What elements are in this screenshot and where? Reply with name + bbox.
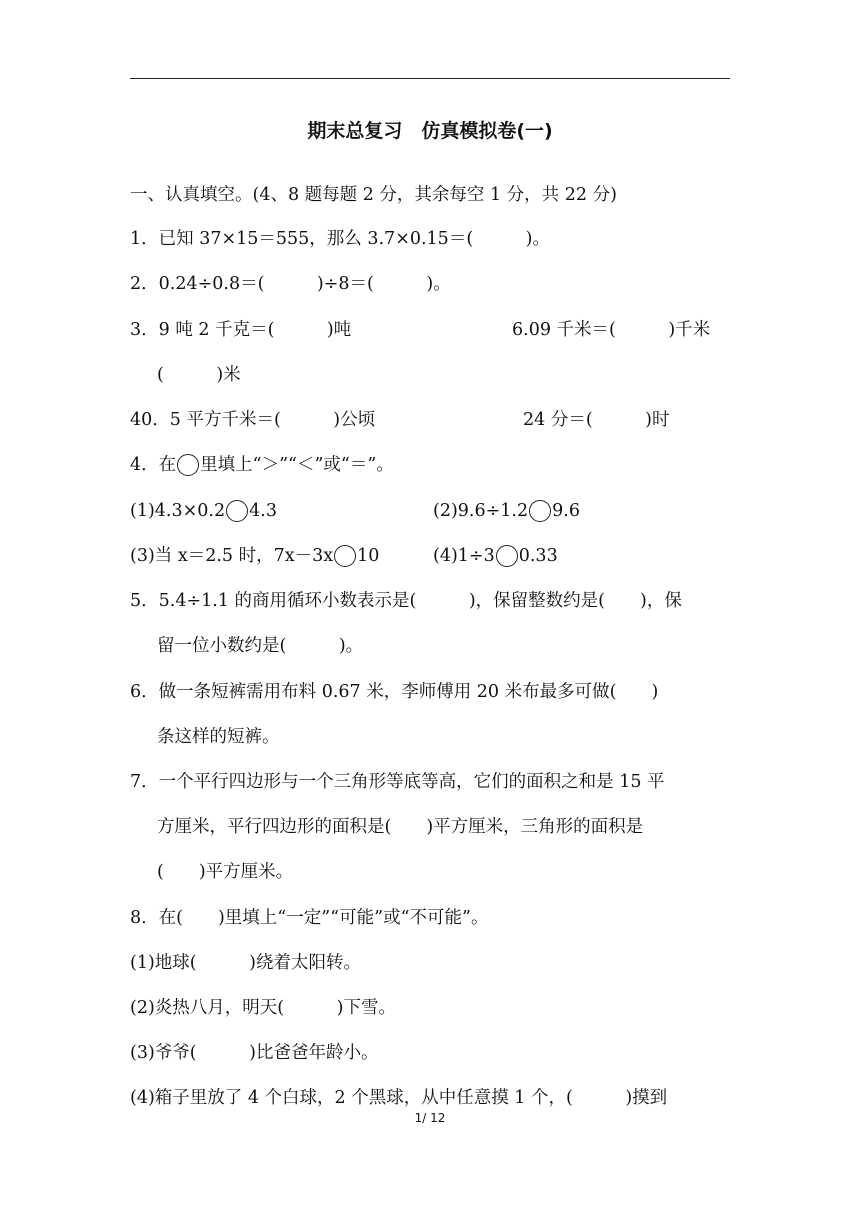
- question-8-item-1: (1)地球( )绕着太阳转。: [130, 953, 361, 973]
- question-4-instruction: 里填上“＞”“＜”或“＝”。: [200, 455, 394, 475]
- question-6-line-1: 6．做一条短裤需用布料 0.67 米，李师傅用 20 米布最多可做( ): [130, 682, 659, 702]
- item-3-left: (3)当 x＝2.5 时，7x－3x: [130, 546, 334, 566]
- item-4-right: 0.33: [518, 546, 558, 566]
- question-2: 2．0.24÷0.8＝( )÷8＝( )。: [130, 274, 451, 294]
- item-1-right: 4.3: [249, 501, 277, 521]
- item-2-right: 9.6: [552, 501, 580, 521]
- section-heading: 一、认真填空。(4、8 题每题 2 分，其余每空 1 分，共 22 分): [130, 185, 617, 205]
- header-rule: [130, 78, 730, 79]
- question-4-prefix: 4．在: [130, 455, 177, 475]
- circle-blank-icon: [226, 500, 248, 522]
- circle-blank-icon: [496, 545, 518, 567]
- page-title: 期末总复习 仿真模拟卷(一): [307, 120, 553, 142]
- circle-blank-icon: [334, 545, 356, 567]
- page-number: 1/ 12: [414, 1111, 446, 1125]
- circle-blank-icon: [177, 454, 199, 476]
- question-40-part-b: 24 分＝( )时: [523, 410, 670, 430]
- question-5-line-2: 留一位小数约是( )。: [157, 636, 364, 656]
- item-1-left: (1)4.3×0.2: [130, 501, 226, 521]
- item-4-left: (4)1÷3: [433, 546, 495, 566]
- question-4-item-2: [433, 500, 580, 522]
- question-4-item-4: [433, 545, 558, 567]
- question-7-line-1: 7．一个平行四边形与一个三角形等底等高，它们的面积之和是 15 平: [130, 772, 665, 792]
- question-8-item-3: (3)爷爷( )比爸爸年龄小。: [130, 1043, 379, 1063]
- question-3-part-c: ( )米: [157, 365, 241, 385]
- question-7-line-2: 方厘米，平行四边形的面积是( )平方厘米，三角形的面积是: [157, 817, 644, 837]
- question-5-line-1: 5．5.4÷1.1 的商用循环小数表示是( )，保留整数约是( )，保: [130, 591, 682, 611]
- question-6-line-2: 条这样的短裤。: [157, 727, 280, 747]
- question-4-item-1: [130, 500, 277, 522]
- question-4-item-3: [130, 545, 379, 567]
- item-2-left: (2)9.6÷1.2: [433, 501, 529, 521]
- question-8: 8．在( )里填上“一定”“可能”或“不可能”。: [130, 908, 489, 928]
- question-40-part-a: 40．5 平方千米＝( )公顷: [130, 410, 376, 430]
- question-3-part-b: 6.09 千米＝( )千米: [512, 320, 711, 340]
- circle-blank-icon: [529, 500, 551, 522]
- question-1: 1．已知 37×15＝555，那么 3.7×0.15＝( )。: [130, 229, 550, 249]
- item-3-right: 10: [357, 546, 380, 566]
- question-3-part-a: 3．9 吨 2 千克＝( )吨: [130, 320, 352, 340]
- question-8-item-4: (4)箱子里放了 4 个白球，2 个黑球，从中任意摸 1 个，( )摸到: [130, 1088, 668, 1108]
- question-7-line-3: ( )平方厘米。: [157, 862, 294, 882]
- question-4: [130, 454, 394, 476]
- question-8-item-2: (2)炎热八月，明天( )下雪。: [130, 998, 396, 1018]
